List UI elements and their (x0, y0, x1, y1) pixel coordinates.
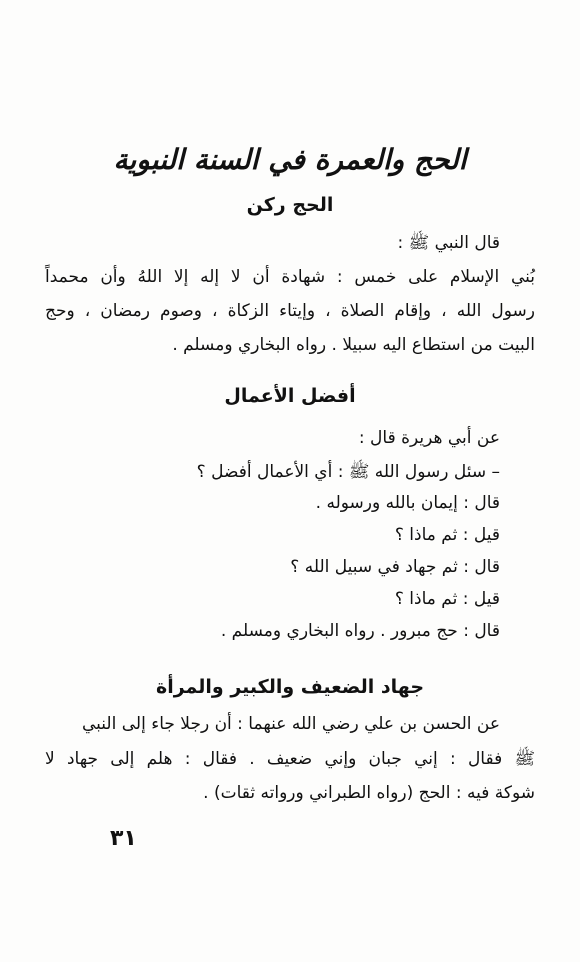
page-number: ٣١ (110, 826, 137, 851)
text-line: قال : إيمان بالله ورسوله . (315, 493, 500, 513)
text-line: قيل : ثم ماذا ؟ (394, 525, 500, 545)
section-heading-weak-elderly-women: جهاد الضعيف والكبير والمرأة (155, 676, 425, 698)
text-line: بُني الإسلام على خمس : شهادة أن لا إله إلا اللهُ وأن محمداً (45, 267, 535, 287)
text-line: عن أبي هريرة قال : (358, 428, 500, 448)
text-line: قال النبي ﷺ : (397, 233, 500, 253)
text-line: ﷺ فقال : إني جبان وإني ضعيف . فقال : هلم إلى جهاد لا (45, 749, 535, 769)
text-line: عن الحسن بن علي رضي الله عنهما : أن رجلا جاء إلى النبي (82, 714, 500, 734)
text-line: رسول الله ، وإقام الصلاة ، وإيتاء الزكاة ، وصوم رمضان ، وحج (45, 301, 535, 321)
text-line: – سئل رسول الله ﷺ : أي الأعمال أفضل ؟ (196, 462, 500, 482)
text-line: قال : حج مبرور . رواه البخاري ومسلم . (220, 621, 500, 641)
section-heading-hajj-pillar: الحج ركن (246, 194, 334, 216)
running-header-title: الحج والعمرة في السنة النبوية (113, 143, 467, 176)
text-line: قيل : ثم ماذا ؟ (394, 589, 500, 609)
text-line: قال : ثم جهاد في سبيل الله ؟ (290, 557, 500, 577)
section-heading-best-deeds: أفضل الأعمال (224, 385, 356, 407)
text-line: شوكة فيه : الحج (رواه الطبراني ورواته ثقات) . (203, 783, 535, 803)
text-line: البيت من استطاع اليه سبيلا . رواه البخاري ومسلم . (172, 335, 535, 355)
